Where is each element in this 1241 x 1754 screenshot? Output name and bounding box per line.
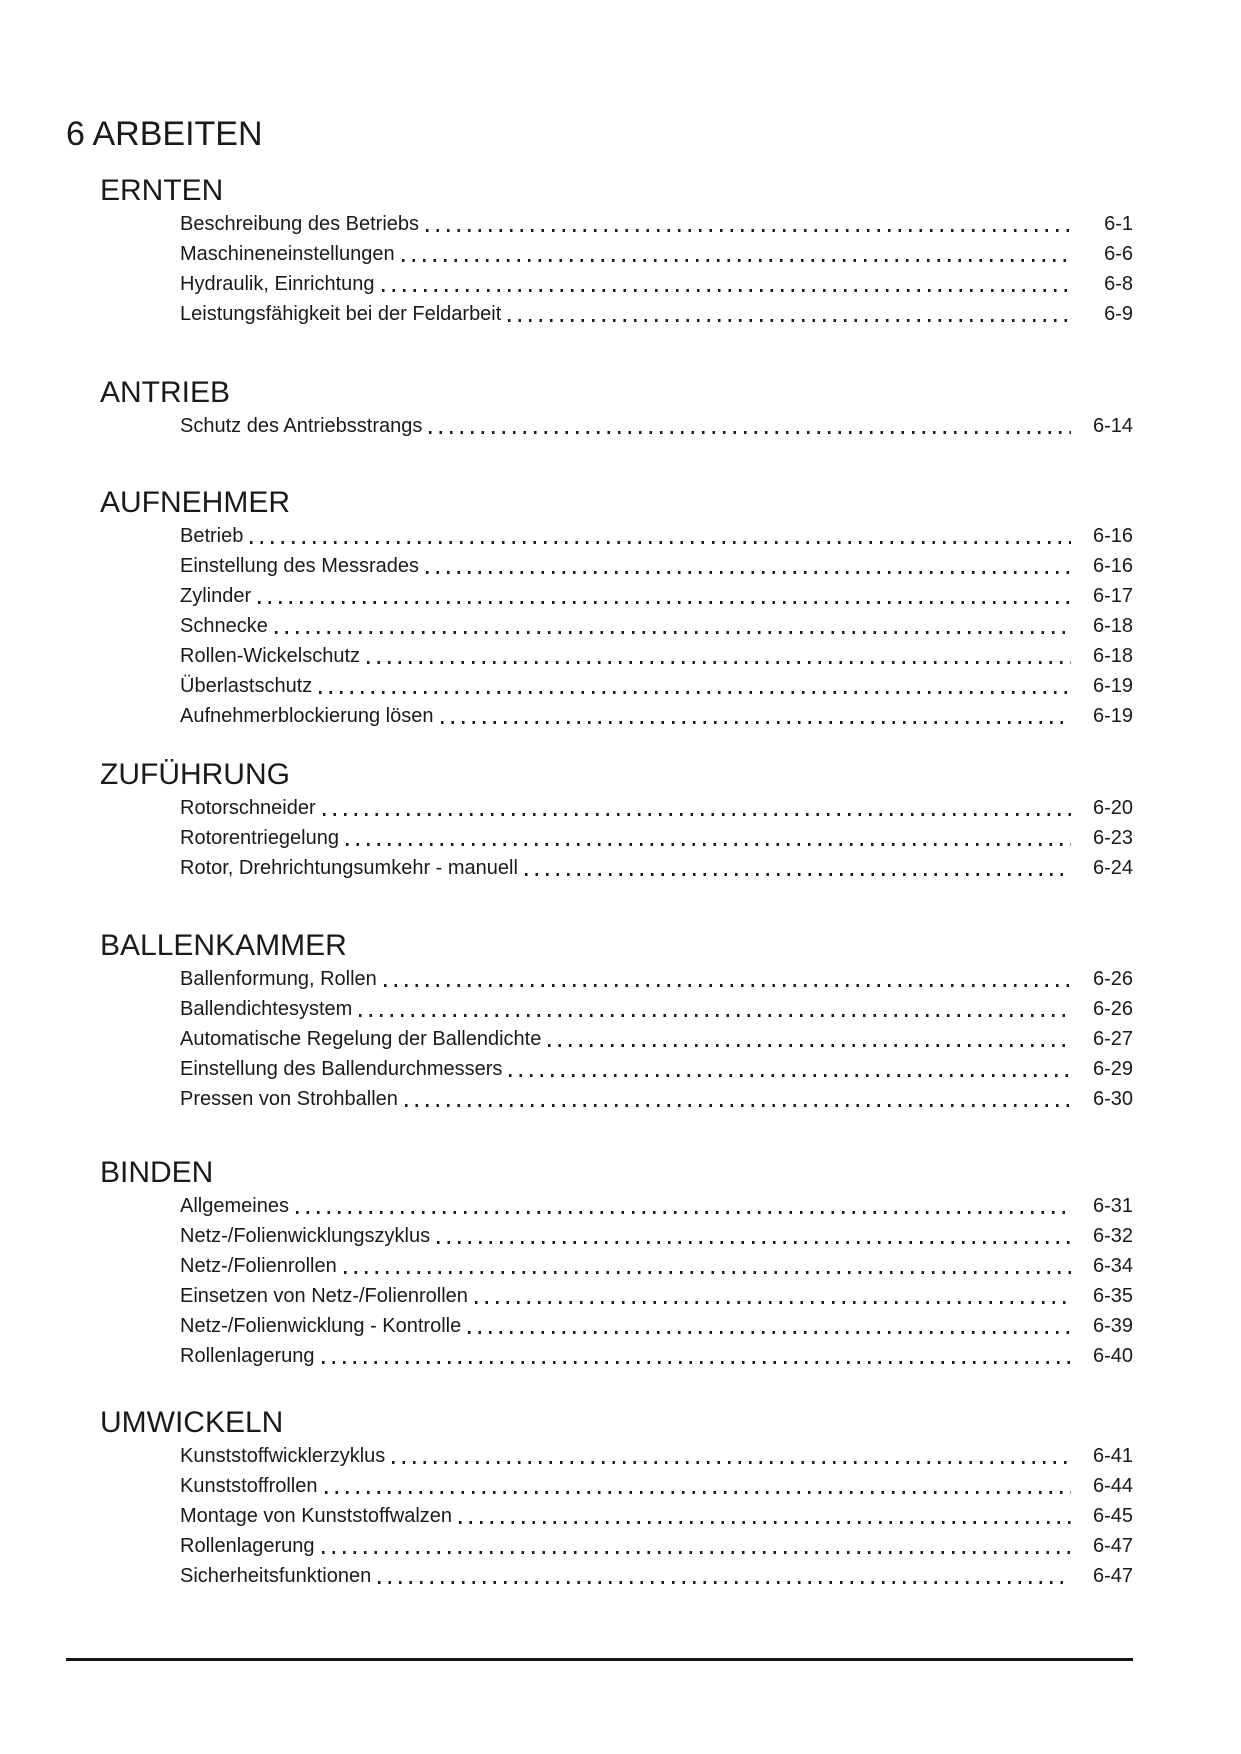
toc-entry <box>180 853 1133 883</box>
entry-title: Pressen von Strohballen <box>180 1088 398 1110</box>
dotted-leader <box>468 1311 1071 1341</box>
toc-entry <box>180 1281 1133 1311</box>
dotted-leader <box>323 793 1071 823</box>
entry-title: Allgemeines <box>180 1195 289 1217</box>
toc-section <box>66 1405 1133 1591</box>
entry-page-number: 6-9 <box>1104 303 1133 325</box>
entry-title: Einsetzen von Netz-/Folienrollen <box>180 1285 468 1307</box>
dotted-leader <box>322 1341 1071 1371</box>
dotted-leader <box>475 1281 1071 1311</box>
toc-section <box>66 928 1133 1114</box>
entry-title: Rotorschneider <box>180 797 316 819</box>
toc-entry <box>180 1561 1133 1591</box>
entry-title: Schnecke <box>180 615 268 637</box>
section-heading: ERNTEN <box>100 174 224 207</box>
entry-page-number: 6-6 <box>1104 243 1133 265</box>
entry-page-number: 6-30 <box>1092 1088 1133 1110</box>
entry-title: Netz-/Folienwicklungszyklus <box>180 1225 431 1247</box>
entry-title: Rotor, Drehrichtungsumkehr - manuell <box>180 857 518 879</box>
entry-title: Leistungsfähigkeit bei der Feldarbeit <box>180 303 502 325</box>
toc-entry <box>180 269 1133 299</box>
dotted-leader <box>319 671 1071 701</box>
dotted-leader <box>508 299 1071 329</box>
dotted-leader <box>325 1471 1072 1501</box>
toc-entry <box>180 1191 1133 1221</box>
entry-page-number: 6-14 <box>1092 415 1133 437</box>
entry-page-number: 6-18 <box>1092 615 1133 637</box>
section-heading: ANTRIEB <box>100 376 231 409</box>
dotted-leader <box>258 581 1071 611</box>
entry-page-number: 6-24 <box>1092 857 1133 879</box>
entry-title: Kunststoffrollen <box>180 1475 318 1497</box>
entry-title: Beschreibung des Betriebs <box>180 213 420 235</box>
toc-entry <box>180 1441 1133 1471</box>
dotted-leader <box>367 641 1071 671</box>
entry-page-number: 6-16 <box>1092 525 1133 547</box>
entry-page-number: 6-34 <box>1092 1255 1133 1277</box>
entry-page-number: 6-41 <box>1092 1445 1133 1467</box>
entry-page-number: 6-47 <box>1092 1535 1133 1557</box>
entry-title: Ballendichtesystem <box>180 998 353 1020</box>
entry-title: Montage von Kunststoffwalzen <box>180 1505 453 1527</box>
entry-page-number: 6-31 <box>1092 1195 1133 1217</box>
toc-entry <box>180 1251 1133 1281</box>
entry-title: Schutz des Antriebsstrangs <box>180 415 423 437</box>
toc-entry <box>180 823 1133 853</box>
entry-title: Rotorentriegelung <box>180 827 339 849</box>
toc-entry <box>180 793 1133 823</box>
toc-entry <box>180 1471 1133 1501</box>
toc-entry <box>180 641 1133 671</box>
toc-entry <box>180 701 1133 731</box>
dotted-leader <box>548 1024 1071 1054</box>
entry-title: Überlastschutz <box>180 675 313 697</box>
footer-rule <box>66 1658 1133 1661</box>
toc-entry <box>180 1501 1133 1531</box>
entry-page-number: 6-20 <box>1092 797 1133 819</box>
entry-title: Zylinder <box>180 585 252 607</box>
entry-page-number: 6-29 <box>1092 1058 1133 1080</box>
entry-title: Netz-/Folienrollen <box>180 1255 337 1277</box>
section-heading: UMWICKELN <box>100 1406 284 1439</box>
toc-section <box>66 375 1133 441</box>
entry-title: Maschineneinstellungen <box>180 243 395 265</box>
entry-page-number: 6-35 <box>1092 1285 1133 1307</box>
dotted-leader <box>426 209 1071 239</box>
toc-entry <box>180 209 1133 239</box>
toc-entry <box>180 581 1133 611</box>
toc-entry <box>180 299 1133 329</box>
toc-section <box>66 757 1133 883</box>
section-entries <box>180 793 1133 883</box>
entry-page-number: 6-18 <box>1092 645 1133 667</box>
dotted-leader <box>392 1441 1071 1471</box>
dotted-leader <box>509 1054 1071 1084</box>
toc-entry <box>180 1221 1133 1251</box>
dotted-leader <box>405 1084 1071 1114</box>
entry-page-number: 6-1 <box>1104 213 1133 235</box>
entry-page-number: 6-19 <box>1092 705 1133 727</box>
section-entries <box>180 964 1133 1114</box>
dotted-leader <box>437 1221 1071 1251</box>
entry-title: Rollen-Wickelschutz <box>180 645 361 667</box>
entry-title: Automatische Regelung der Ballendichte <box>180 1028 542 1050</box>
dotted-leader <box>296 1191 1071 1221</box>
toc-entry <box>180 1311 1133 1341</box>
toc-entry <box>180 239 1133 269</box>
section-heading: BINDEN <box>100 1156 214 1189</box>
entry-title: Hydraulik, Einrichtung <box>180 273 375 295</box>
entry-page-number: 6-8 <box>1104 273 1133 295</box>
dotted-leader <box>441 701 1072 731</box>
toc-entry <box>180 994 1133 1024</box>
section-heading: BALLENKAMMER <box>100 929 347 962</box>
dotted-leader <box>346 823 1071 853</box>
dotted-leader <box>459 1501 1071 1531</box>
toc-entry <box>180 521 1133 551</box>
section-entries <box>180 1441 1133 1591</box>
entry-title: Kunststoffwicklerzyklus <box>180 1445 386 1467</box>
toc-entry <box>180 551 1133 581</box>
toc-entry <box>180 964 1133 994</box>
dotted-leader <box>378 1561 1071 1591</box>
section-entries <box>180 411 1133 441</box>
dotted-leader <box>344 1251 1071 1281</box>
toc-section <box>66 485 1133 731</box>
entry-title: Einstellung des Messrades <box>180 555 420 577</box>
dotted-leader <box>359 994 1071 1024</box>
toc-entry <box>180 1531 1133 1561</box>
entry-page-number: 6-47 <box>1092 1565 1133 1587</box>
dotted-leader <box>429 411 1071 441</box>
toc-section <box>66 1155 1133 1371</box>
entry-page-number: 6-19 <box>1092 675 1133 697</box>
entry-page-number: 6-17 <box>1092 585 1133 607</box>
section-entries <box>180 521 1133 731</box>
entry-page-number: 6-44 <box>1092 1475 1133 1497</box>
toc-entry <box>180 1084 1133 1114</box>
entry-page-number: 6-45 <box>1092 1505 1133 1527</box>
toc-entry <box>180 671 1133 701</box>
toc-entry <box>180 611 1133 641</box>
entry-title: Einstellung des Ballendurchmessers <box>180 1058 503 1080</box>
section-heading: AUFNEHMER <box>100 486 291 519</box>
toc-entry <box>180 1024 1133 1054</box>
entry-title: Aufnehmerblockierung lösen <box>180 705 434 727</box>
toc-entry <box>180 1054 1133 1084</box>
dotted-leader <box>275 611 1071 641</box>
entry-title: Ballenformung, Rollen <box>180 968 377 990</box>
dotted-leader <box>382 269 1071 299</box>
entry-title: Rollenlagerung <box>180 1535 315 1557</box>
entry-page-number: 6-16 <box>1092 555 1133 577</box>
toc-entry <box>180 411 1133 441</box>
entry-page-number: 6-39 <box>1092 1315 1133 1337</box>
section-entries <box>180 1191 1133 1371</box>
entry-page-number: 6-26 <box>1092 968 1133 990</box>
entry-page-number: 6-32 <box>1092 1225 1133 1247</box>
chapter-title: 6 ARBEITEN <box>66 115 263 153</box>
entry-title: Rollenlagerung <box>180 1345 315 1367</box>
toc-entry <box>180 1341 1133 1371</box>
entry-title: Sicherheitsfunktionen <box>180 1565 372 1587</box>
dotted-leader <box>384 964 1071 994</box>
dotted-leader <box>322 1531 1071 1561</box>
entry-title: Betrieb <box>180 525 244 547</box>
toc-section <box>66 173 1133 329</box>
entry-page-number: 6-27 <box>1092 1028 1133 1050</box>
dotted-leader <box>525 853 1071 883</box>
dotted-leader <box>426 551 1071 581</box>
dotted-leader <box>402 239 1071 269</box>
section-heading: ZUFÜHRUNG <box>100 758 290 791</box>
entry-page-number: 6-23 <box>1092 827 1133 849</box>
entry-title: Netz-/Folienwicklung - Kontrolle <box>180 1315 462 1337</box>
entry-page-number: 6-26 <box>1092 998 1133 1020</box>
toc-sections <box>66 173 1133 1591</box>
entry-page-number: 6-40 <box>1092 1345 1133 1367</box>
dotted-leader <box>250 521 1071 551</box>
section-entries <box>180 209 1133 329</box>
